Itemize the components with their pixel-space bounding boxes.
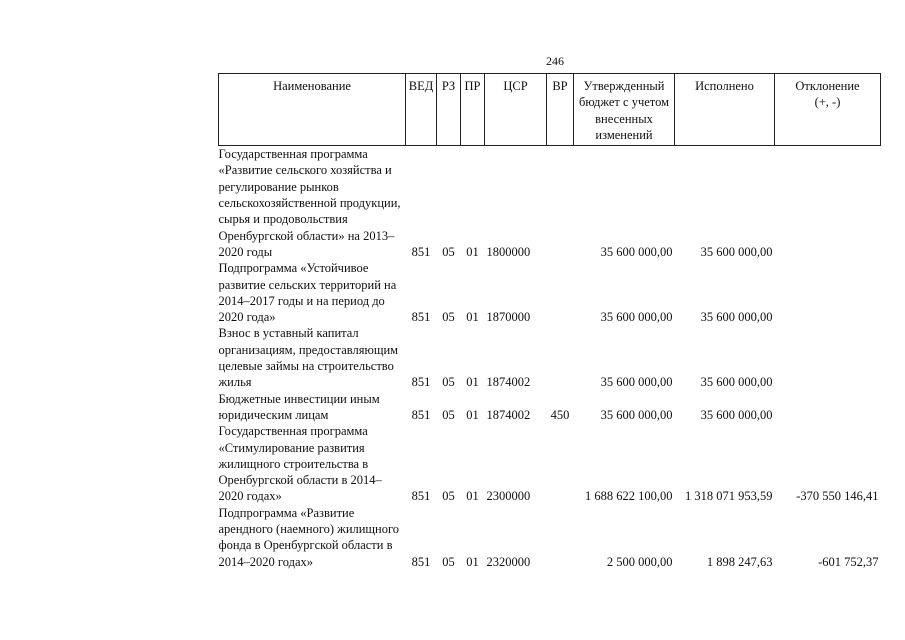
row-pr: 01 — [466, 489, 479, 504]
table-row — [219, 391, 881, 424]
row-csr: 1870000 — [486, 310, 531, 325]
row-name: Подпрограмма «Развитие арендного (наемного) жилищного фонда в Оренбургской области в 2014–2020 годах» — [218, 505, 400, 569]
row-ved: 851 — [411, 407, 431, 422]
row-executed: 35 600 000,00 — [700, 244, 773, 259]
row-deviation — [775, 146, 881, 261]
row-deviation — [775, 391, 881, 424]
row-approved: 2 500 000,00 — [606, 554, 673, 569]
row-rz: 05 — [442, 407, 455, 422]
row-pr: 01 — [466, 310, 479, 325]
row-name: Бюджетные инвестиции иным юридическим лицам — [218, 391, 380, 422]
row-vr: 450 — [550, 407, 570, 422]
row-vr — [547, 260, 574, 325]
row-vr — [547, 505, 574, 570]
row-vr — [547, 325, 574, 390]
row-pr: 01 — [466, 407, 479, 422]
row-approved: 35 600 000,00 — [600, 375, 673, 390]
header-ved: ВЕД — [406, 74, 437, 146]
header-approved: Утвержденный бюджет с учетом внесенных изменений — [574, 74, 675, 146]
row-approved: 1 688 622 100,00 — [585, 489, 673, 504]
row-pr: 01 — [466, 244, 479, 259]
row-rz: 05 — [442, 489, 455, 504]
row-csr: 1800000 — [486, 244, 531, 259]
row-approved: 35 600 000,00 — [600, 310, 673, 325]
table-row — [219, 505, 881, 570]
row-pr: 01 — [466, 375, 479, 390]
row-deviation: -601 752,37 — [818, 554, 879, 569]
row-ved: 851 — [411, 554, 431, 569]
row-vr — [547, 146, 574, 261]
row-ved: 851 — [411, 244, 431, 259]
header-rz: РЗ — [437, 74, 461, 146]
row-deviation — [775, 260, 881, 325]
row-deviation — [775, 325, 881, 390]
header-executed: Исполнено — [675, 74, 775, 146]
row-name: Подпрограмма «Устойчивое развитие сельских территорий на 2014–2017 годы и на период до 2020 года» — [218, 261, 397, 325]
row-executed: 1 898 247,63 — [706, 554, 773, 569]
table-header-row — [219, 74, 881, 146]
table-row — [219, 423, 881, 504]
row-name: Государственная программа «Стимулирование развития жилищного строительства в Оренбургской области в 2014–2020 годах» — [218, 424, 382, 504]
row-csr: 1874002 — [486, 375, 531, 390]
row-name: Государственная программа «Развитие сельского хозяйства и регулирование рынков сельскохозяйственной продукции, сырья и продовольствия Оренбургской области» на 2013–2020 годы — [218, 147, 401, 259]
row-csr: 2320000 — [486, 554, 531, 569]
row-csr: 1874002 — [486, 407, 531, 422]
row-executed: 1 318 071 953,59 — [685, 489, 773, 504]
row-executed: 35 600 000,00 — [700, 375, 773, 390]
header-csr: ЦСР — [485, 74, 547, 146]
header-vr: ВР — [547, 74, 574, 146]
row-pr: 01 — [466, 554, 479, 569]
table-row — [219, 325, 881, 390]
row-rz: 05 — [442, 375, 455, 390]
row-approved: 35 600 000,00 — [600, 407, 673, 422]
row-approved: 35 600 000,00 — [600, 244, 673, 259]
row-rz: 05 — [442, 310, 455, 325]
row-executed: 35 600 000,00 — [700, 407, 773, 422]
row-name: Взнос в уставный капитал организациям, предоставляющим целевые займы на строительство жилья — [218, 326, 399, 390]
row-vr — [547, 423, 574, 504]
row-rz: 05 — [442, 554, 455, 569]
row-ved: 851 — [411, 310, 431, 325]
row-csr: 2300000 — [486, 489, 531, 504]
page-number: 246 — [546, 54, 564, 68]
header-deviation: Отклонение (+, -) — [775, 74, 881, 146]
header-name: Наименование — [219, 74, 406, 146]
row-executed: 35 600 000,00 — [700, 310, 773, 325]
row-deviation: -370 550 146,41 — [796, 489, 879, 504]
row-ved: 851 — [411, 375, 431, 390]
table-row — [219, 260, 881, 325]
row-rz: 05 — [442, 244, 455, 259]
header-pr: ПР — [461, 74, 485, 146]
table-row — [219, 146, 881, 261]
budget-table — [218, 73, 881, 570]
row-ved: 851 — [411, 489, 431, 504]
